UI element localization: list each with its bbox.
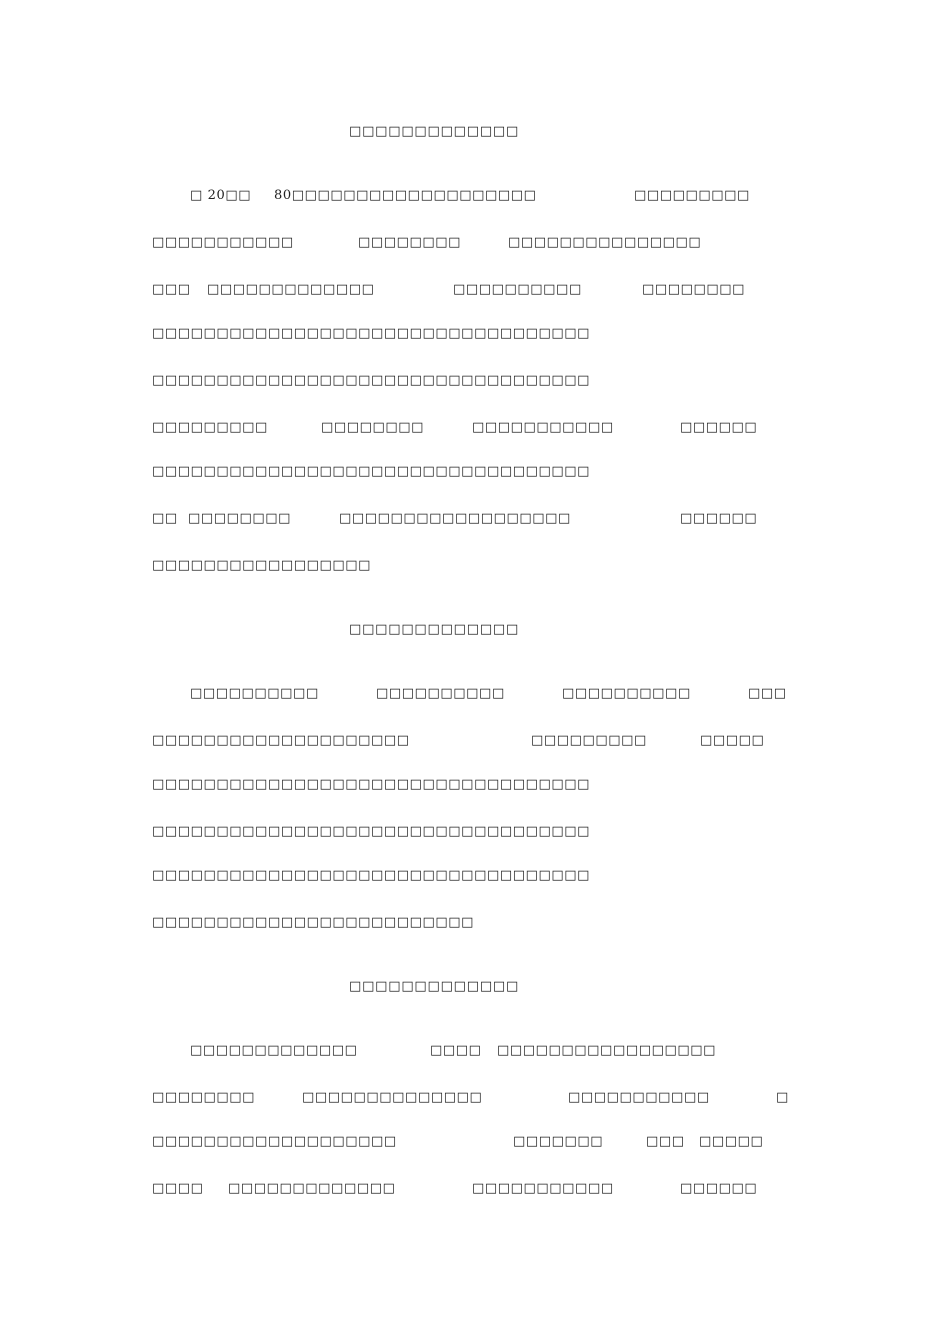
paragraph-1-line-7 <box>0 462 950 482</box>
paragraph-2-line-2 <box>0 731 950 751</box>
paragraph-1-line-4 <box>0 324 950 344</box>
text-segment: □□□□□□□□□□□□□□□□□□□□□□□□□□□□□□□□□□ <box>152 868 591 883</box>
text-segment: □□□□□□□□□□□□□□□□□□ <box>339 511 571 526</box>
text-segment: □□□□□ <box>699 1134 764 1149</box>
paragraph-3-line-4 <box>0 1179 950 1199</box>
text-segment: □□□□□□□□□□□□□□□□□ <box>497 1043 717 1058</box>
text-segment: □□□ <box>152 282 191 297</box>
text-segment: □□□□□□ <box>680 511 758 526</box>
text-segment: □□□□□□□□ <box>321 420 425 435</box>
text-segment: □□□□□□□□□□□□□ <box>190 1043 358 1058</box>
text-segment: □□□□□□□□□□ <box>376 686 505 701</box>
text-segment: □□□□□□□ <box>513 1134 604 1149</box>
text-segment: □□□□□□□□□□□□□□□□□□□□□□□□□□□□□□□□□□ <box>152 464 591 479</box>
text-segment: □□□□□□□□□□□□□□□□□□□□□□□□□ <box>152 915 475 930</box>
paragraph-2-line-4 <box>0 822 950 842</box>
text-segment: □□□ <box>646 1134 685 1149</box>
text-segment: □ 20□□ <box>190 188 252 203</box>
text-segment: □ <box>776 1090 789 1105</box>
text-segment: □□□□□□□□ <box>358 235 462 250</box>
text-segment: □□□□□□□□□□□ <box>568 1090 710 1105</box>
text-segment: □□□□□□ <box>680 420 758 435</box>
paragraph-1-line-5 <box>0 371 950 391</box>
paragraph-3-line-2 <box>0 1088 950 1108</box>
text-segment: □□□□□□□□□□□□□□□□□□□□□□□□□□□□□□□□□□ <box>152 326 591 341</box>
text-segment: □□□□□□□□□□□□□□□□□□□□□□□□□□□□□□□□□□ <box>152 824 591 839</box>
text-segment: □□□□□□□□□□ <box>562 686 691 701</box>
text-segment: □□□□□□□□□□ <box>453 282 582 297</box>
text-segment: □□□□□□□□ <box>188 511 292 526</box>
text-segment: □□□□□□□□ <box>642 282 746 297</box>
text-segment: □□□□□ <box>700 733 765 748</box>
paragraph-1-line-3 <box>0 280 950 300</box>
text-segment: □□□□□□ <box>680 1181 758 1196</box>
paragraph-1-line-8 <box>0 509 950 529</box>
text-segment: □□□□□□□□□□□□□□□□□□□□ <box>152 733 410 748</box>
paragraph-3-line-1 <box>0 1041 950 1061</box>
text-segment: □□□□□□□□□□□□□□□□□□□□□□□□□□□□□□□□□□ <box>152 777 591 792</box>
text-segment: □□□□ <box>430 1043 482 1058</box>
text-segment: □□□□□□□□□ <box>531 733 647 748</box>
text-segment: □□□□□□□□□□□□□□□□□ <box>152 558 372 573</box>
text-segment: □□□□□□□□ <box>152 1090 256 1105</box>
text-segment: □□□□□□□□□□□□□□□ <box>508 235 702 250</box>
text-segment: □□□□ <box>152 1181 204 1196</box>
paragraph-1-line-9 <box>0 556 950 576</box>
text-segment: □□□□□□□□□ <box>634 188 750 203</box>
paragraph-1-line-6 <box>0 418 950 438</box>
text-segment: □□ <box>152 511 178 526</box>
text-segment: □□□□□□□□□□□ <box>472 1181 614 1196</box>
text-segment: □□□□□□□□□□□□□□□□□□□□□□□□□□□□□□□□□□ <box>152 373 591 388</box>
section-2-heading <box>0 620 950 640</box>
section-1-heading <box>0 122 950 142</box>
text-segment: □□□□□□□□□□□□□ <box>228 1181 396 1196</box>
paragraph-1-line-2 <box>0 233 950 253</box>
paragraph-2-line-1 <box>0 684 950 704</box>
text-segment: 80□□□□□□□□□□□□□□□□□□□ <box>274 188 537 203</box>
heading-text: □□□□□□□□□□□□□ <box>349 124 520 139</box>
text-segment: □□□□□□□□□□□□□ <box>207 282 375 297</box>
text-segment: □□□□□□□□□□□□□□□□□□□ <box>152 1134 397 1149</box>
heading-text: □□□□□□□□□□□□□ <box>349 622 520 637</box>
text-segment: □□□ <box>748 686 787 701</box>
paragraph-1-line-1 <box>0 186 950 206</box>
heading-text: □□□□□□□□□□□□□ <box>349 979 520 994</box>
paragraph-3-line-3 <box>0 1132 950 1152</box>
text-segment: □□□□□□□□□□□ <box>472 420 614 435</box>
text-segment: □□□□□□□□□□□ <box>152 235 294 250</box>
text-segment: □□□□□□□□□ <box>152 420 268 435</box>
paragraph-2-line-3 <box>0 775 950 795</box>
text-segment: □□□□□□□□□□ <box>190 686 319 701</box>
text-segment: □□□□□□□□□□□□□□ <box>302 1090 483 1105</box>
paragraph-2-line-6 <box>0 913 950 933</box>
section-3-heading <box>0 977 950 997</box>
paragraph-2-line-5 <box>0 866 950 886</box>
